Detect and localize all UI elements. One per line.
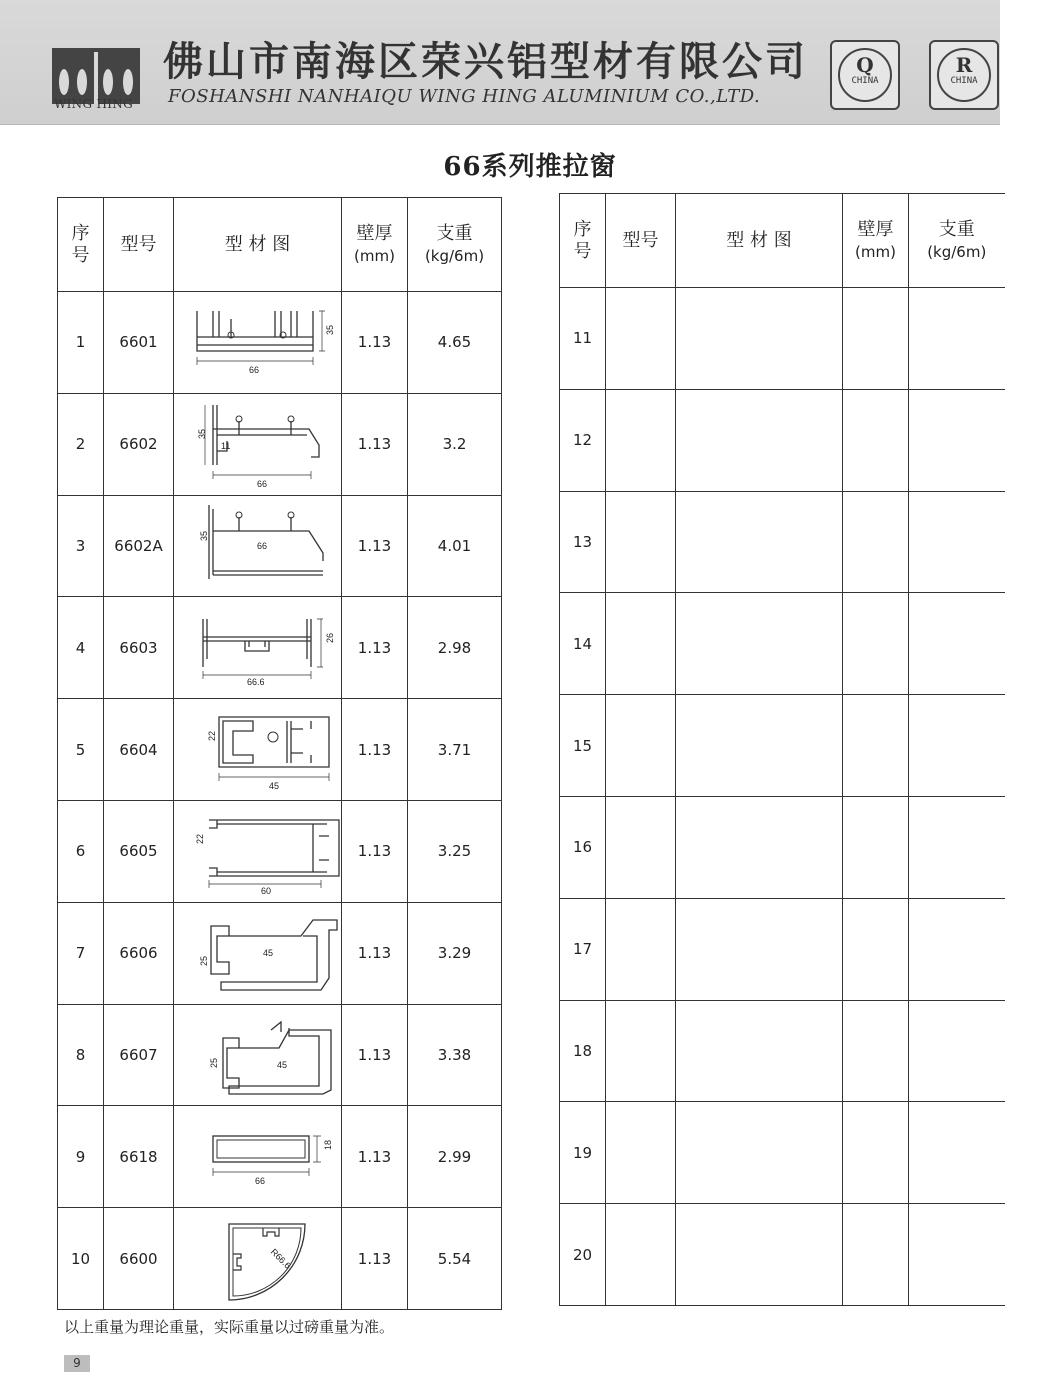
cell-model	[606, 593, 676, 695]
cell-figure	[174, 699, 342, 801]
col-seq-label: 序号	[573, 218, 592, 262]
cell-figure	[174, 1208, 342, 1310]
table-row	[560, 288, 1005, 390]
cell-model: 6602	[104, 393, 174, 495]
col-thickness-unit: (mm)	[354, 246, 395, 265]
col-seq	[58, 198, 104, 292]
table-row	[560, 491, 1005, 593]
dim-label: 45	[262, 948, 273, 959]
table-row	[58, 902, 502, 1004]
profile-6618-drawing	[183, 1112, 333, 1202]
col-weight-label: 支重	[938, 218, 975, 240]
dim-label: 35	[196, 429, 207, 440]
quality-seal-icon	[838, 48, 892, 102]
cell-weight: 4.65	[408, 292, 502, 394]
cell-model	[606, 288, 676, 390]
cell-weight: 4.01	[408, 495, 502, 597]
table-row	[560, 1000, 1005, 1102]
col-thickness	[843, 194, 909, 288]
cell-figure	[676, 593, 843, 695]
page-number: 9	[64, 1355, 90, 1372]
cell-figure	[174, 902, 342, 1004]
table-row	[560, 898, 1005, 1000]
cell-seq: 4	[58, 597, 104, 699]
cell-thickness	[843, 389, 909, 491]
cell-thickness: 1.13	[342, 1106, 408, 1208]
profile-table-left	[57, 197, 502, 1310]
cell-figure	[676, 1204, 843, 1306]
cell-figure	[676, 1000, 843, 1102]
cell-seq: 12	[560, 389, 606, 491]
cell-thickness: 1.13	[342, 1004, 408, 1106]
cell-model: 6602A	[104, 495, 174, 597]
cell-model	[606, 1204, 676, 1306]
profile-6600-drawing	[183, 1214, 333, 1304]
cell-thickness	[843, 1000, 909, 1102]
cell-seq: 10	[58, 1208, 104, 1310]
cell-figure	[676, 1102, 843, 1204]
cell-thickness	[843, 288, 909, 390]
cell-thickness: 1.13	[342, 597, 408, 699]
dim-label: 45	[276, 1059, 287, 1070]
dim-label: 35	[324, 325, 335, 336]
cell-weight: 3.38	[408, 1004, 502, 1106]
cell-thickness	[843, 898, 909, 1000]
registration-seal-icon	[937, 48, 991, 102]
badge-letter: Q	[856, 53, 874, 77]
table-row	[58, 597, 502, 699]
cell-weight	[909, 1102, 1005, 1204]
cell-figure	[174, 597, 342, 699]
cell-figure	[174, 393, 342, 495]
cell-weight	[909, 796, 1005, 898]
cell-model	[606, 389, 676, 491]
table-row	[560, 593, 1005, 695]
cell-thickness: 1.13	[342, 699, 408, 801]
col-thickness	[342, 198, 408, 292]
cell-model	[606, 1102, 676, 1204]
cell-thickness	[843, 1204, 909, 1306]
cell-seq: 19	[560, 1102, 606, 1204]
dim-label: 25	[198, 956, 209, 967]
cell-weight	[909, 1204, 1005, 1306]
cell-model	[606, 491, 676, 593]
profile-table-right	[559, 193, 1005, 1306]
cell-figure	[676, 695, 843, 797]
cell-model: 6606	[104, 902, 174, 1004]
cell-figure	[676, 898, 843, 1000]
col-seq-label: 序号	[71, 222, 90, 266]
logo-text: WING HING	[54, 97, 133, 111]
cell-thickness	[843, 593, 909, 695]
profile-6605-drawing	[183, 806, 333, 896]
col-model: 型号	[606, 194, 676, 288]
cell-model: 6618	[104, 1106, 174, 1208]
table-header-row	[58, 198, 502, 292]
cell-weight	[909, 695, 1005, 797]
dim-label: 66	[256, 540, 267, 551]
cell-seq: 8	[58, 1004, 104, 1106]
col-weight-unit: (kg/6m)	[424, 246, 485, 265]
cell-seq: 1	[58, 292, 104, 394]
cell-figure	[174, 1106, 342, 1208]
dim-label: 60	[260, 886, 271, 897]
dim-label: R66.6	[268, 1246, 293, 1271]
col-weight-unit: (kg/6m)	[927, 242, 987, 261]
company-name-english: FOSHANSHI NANHAIQU WING HING ALUMINIUM CO.,LTD.	[168, 86, 761, 107]
cell-weight: 3.29	[408, 902, 502, 1004]
cell-seq: 14	[560, 593, 606, 695]
cell-model: 6604	[104, 699, 174, 801]
profile-6603-drawing	[183, 603, 333, 693]
dim-label: 66	[254, 1175, 265, 1186]
page-header	[0, 0, 1000, 125]
dim-label: 25	[208, 1057, 219, 1068]
cell-thickness: 1.13	[342, 800, 408, 902]
badge-sub: CHINA	[950, 76, 978, 86]
table-row	[58, 800, 502, 902]
table-row	[560, 389, 1005, 491]
col-seq	[560, 194, 606, 288]
col-weight	[909, 194, 1005, 288]
cell-thickness: 1.13	[342, 495, 408, 597]
cell-model: 6600	[104, 1208, 174, 1310]
col-figure: 型 材 图	[676, 194, 843, 288]
col-thickness-unit: (mm)	[855, 242, 896, 261]
cell-seq: 11	[560, 288, 606, 390]
dim-label: 22	[194, 834, 205, 845]
profile-6607-drawing	[183, 1010, 333, 1100]
cell-seq: 17	[560, 898, 606, 1000]
cell-seq: 9	[58, 1106, 104, 1208]
cell-weight	[909, 1000, 1005, 1102]
dim-label: 66	[256, 479, 267, 490]
badge-letter: R	[955, 53, 973, 77]
cell-model: 6607	[104, 1004, 174, 1106]
profile-6604-drawing	[183, 705, 333, 795]
cell-thickness	[843, 796, 909, 898]
table-row	[58, 1208, 502, 1310]
cell-thickness	[843, 491, 909, 593]
col-weight-label: 支重	[436, 222, 473, 244]
cell-thickness: 1.13	[342, 902, 408, 1004]
cell-seq: 3	[58, 495, 104, 597]
weight-footnote: 以上重量为理论重量，实际重量以过磅重量为准。	[64, 1318, 395, 1336]
cell-seq: 6	[58, 800, 104, 902]
cell-seq: 7	[58, 902, 104, 1004]
col-figure: 型 材 图	[174, 198, 342, 292]
cell-weight: 5.54	[408, 1208, 502, 1310]
cell-seq: 20	[560, 1204, 606, 1306]
table-row	[58, 292, 502, 394]
dim-label: 45	[268, 780, 279, 791]
page-title: 66系列推拉窗	[443, 152, 617, 182]
dim-label: 22	[206, 730, 217, 741]
cell-seq: 5	[58, 699, 104, 801]
cell-figure	[676, 389, 843, 491]
cell-model: 6603	[104, 597, 174, 699]
cell-figure	[174, 1004, 342, 1106]
dim-label: 11	[220, 441, 230, 452]
cell-weight: 3.25	[408, 800, 502, 902]
cell-model	[606, 898, 676, 1000]
cell-figure	[676, 491, 843, 593]
profile-6602a-drawing	[183, 501, 333, 591]
cell-thickness	[843, 695, 909, 797]
profile-6601-drawing	[183, 297, 333, 387]
table-row	[560, 1102, 1005, 1204]
cell-weight: 3.71	[408, 699, 502, 801]
cell-weight	[909, 389, 1005, 491]
cell-figure	[174, 495, 342, 597]
cell-seq: 16	[560, 796, 606, 898]
cell-model: 6605	[104, 800, 174, 902]
table-row	[560, 695, 1005, 797]
cell-thickness: 1.13	[342, 1208, 408, 1310]
cell-weight	[909, 898, 1005, 1000]
table-row	[58, 1106, 502, 1208]
cell-thickness: 1.13	[342, 393, 408, 495]
table-row	[58, 495, 502, 597]
cell-seq: 2	[58, 393, 104, 495]
table-row	[58, 393, 502, 495]
cell-figure	[676, 796, 843, 898]
cell-weight	[909, 491, 1005, 593]
cell-weight	[909, 288, 1005, 390]
cell-model: 6601	[104, 292, 174, 394]
cell-figure	[174, 800, 342, 902]
cell-seq: 13	[560, 491, 606, 593]
table-row	[560, 1204, 1005, 1306]
company-name-chinese: 佛山市南海区荣兴铝型材有限公司	[163, 38, 808, 85]
col-weight	[408, 198, 502, 292]
badge-sub: CHINA	[851, 76, 879, 86]
registration-badge	[929, 40, 999, 110]
cell-figure	[676, 288, 843, 390]
dim-label: 66	[248, 365, 259, 376]
cell-figure	[174, 292, 342, 394]
dim-label: 18	[322, 1139, 333, 1150]
cell-model	[606, 796, 676, 898]
cell-weight	[909, 593, 1005, 695]
col-thickness-label: 壁厚	[857, 218, 894, 240]
dim-label: 66.6	[246, 676, 265, 687]
dim-label: 35	[198, 530, 209, 541]
profile-6606-drawing	[183, 908, 333, 998]
profile-6602-drawing	[183, 399, 333, 489]
cell-seq: 15	[560, 695, 606, 797]
cell-seq: 18	[560, 1000, 606, 1102]
cell-thickness	[843, 1102, 909, 1204]
cell-weight: 3.2	[408, 393, 502, 495]
cell-thickness: 1.13	[342, 292, 408, 394]
table-row	[58, 699, 502, 801]
table-header-row	[560, 194, 1005, 288]
dim-label: 26	[324, 632, 335, 643]
table-row	[58, 1004, 502, 1106]
cell-weight: 2.99	[408, 1106, 502, 1208]
table-row	[560, 796, 1005, 898]
col-model: 型号	[104, 198, 174, 292]
cell-model	[606, 695, 676, 797]
col-thickness-label: 壁厚	[356, 222, 393, 244]
cell-model	[606, 1000, 676, 1102]
cell-weight: 2.98	[408, 597, 502, 699]
quality-badge	[830, 40, 900, 110]
